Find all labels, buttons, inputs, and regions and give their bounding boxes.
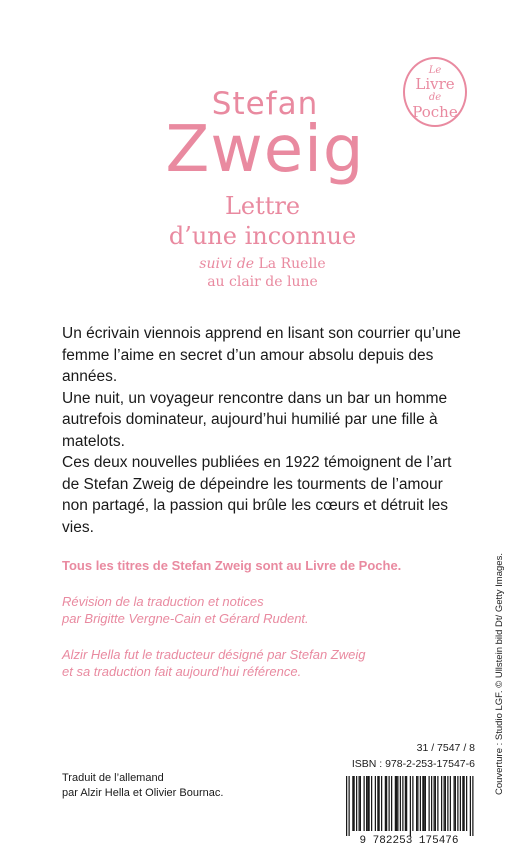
barcode-bar bbox=[400, 776, 401, 831]
barcode-bar bbox=[455, 776, 456, 831]
barcode-bar bbox=[395, 776, 396, 831]
book-subtitle bbox=[0, 256, 525, 272]
barcode-digits: 9 782253 175476 bbox=[359, 835, 459, 846]
barcode-bar bbox=[445, 776, 446, 831]
barcode-bar bbox=[410, 776, 411, 836]
series-note: Tous les titres de Stefan Zweig sont au Livre de Poche. bbox=[62, 558, 402, 573]
translation-credit-line: Traduit de l’allemand bbox=[62, 772, 164, 784]
barcode-bar bbox=[391, 776, 392, 831]
barcode-bar bbox=[425, 776, 426, 831]
author-last-name: Zweig bbox=[165, 113, 365, 187]
logo-line: Le bbox=[428, 65, 442, 76]
cover-credit: Couverture : Studio LGF. © Ullstein bild Dt/ Getty Images. bbox=[494, 553, 505, 795]
barcode-bar bbox=[396, 776, 397, 831]
revision-credit bbox=[62, 593, 482, 627]
barcode-bar bbox=[389, 776, 390, 831]
barcode-bar bbox=[359, 776, 360, 831]
barcode-bar bbox=[386, 776, 387, 831]
barcode-bar bbox=[466, 776, 467, 831]
barcode-bar bbox=[454, 776, 455, 831]
barcode-bar bbox=[379, 776, 380, 831]
logo-line: Poche bbox=[412, 103, 458, 121]
barcode-bar bbox=[460, 776, 461, 831]
barcode-bar bbox=[429, 776, 430, 831]
barcode-bar bbox=[434, 776, 435, 831]
barcode-bar bbox=[450, 776, 451, 831]
barcode-bar bbox=[416, 776, 417, 831]
author-first-name: Stefan bbox=[211, 86, 319, 122]
barcode-bar bbox=[464, 776, 465, 831]
barcode-bar bbox=[441, 776, 442, 831]
barcode-bar bbox=[385, 776, 386, 831]
back-cover-summary bbox=[62, 323, 472, 538]
summary-paragraph: Ces deux nouvelles publiées en 1922 témoignent de l’art de Stefan Zweig de dépeindre les tourments de l’amour non partagé, la passion qui brûle les cœurs et détruit les vies. bbox=[62, 454, 452, 536]
barcode-bar bbox=[457, 776, 458, 831]
summary-paragraph: Une nuit, un voyageur rencontre dans un bar un homme autrefois dominateur, aujourd’hui humilié par une fille à matelots. bbox=[62, 389, 448, 450]
livre-de-poche-logo bbox=[403, 57, 467, 127]
barcode-bar bbox=[437, 776, 438, 831]
barcode-bar bbox=[375, 776, 376, 831]
barcode-bar bbox=[371, 776, 372, 831]
barcode-bar bbox=[420, 776, 421, 831]
summary-paragraph: Un écrivain viennois apprend en lisant son courrier qu’une femme l’aime en secret d’un amour absolu depuis des années. bbox=[62, 325, 461, 385]
barcode-bar bbox=[366, 776, 367, 831]
barcode-bar bbox=[402, 776, 403, 831]
barcode-bar bbox=[447, 776, 448, 831]
translation-credit-line: par Alzir Hella et Olivier Bournac. bbox=[62, 787, 224, 799]
barcode-bar bbox=[417, 776, 418, 831]
barcode-bar bbox=[346, 776, 347, 836]
barcode-bar bbox=[431, 776, 432, 831]
translation-credit bbox=[62, 771, 302, 801]
revision-line: Révision de la traduction et notices bbox=[62, 594, 264, 609]
book-title-line: Lettre bbox=[224, 192, 301, 220]
barcode-bar bbox=[424, 776, 425, 831]
barcode-bars bbox=[346, 776, 474, 836]
barcode-bar bbox=[462, 776, 463, 831]
barcode-bar bbox=[369, 776, 370, 831]
barcode-bar bbox=[405, 776, 406, 831]
barcode-bar bbox=[406, 776, 407, 831]
barcode-bar bbox=[364, 776, 365, 831]
barcode-bar bbox=[354, 776, 355, 831]
subtitle-prefix: suivi de bbox=[199, 256, 255, 272]
barcode-bar bbox=[356, 776, 357, 831]
subtitle-title: La Ruelle bbox=[254, 256, 326, 272]
book-subtitle-line2: au clair de lune bbox=[207, 274, 318, 290]
translator-note-line: Alzir Hella fut le traducteur désigné par Stefan Zweig bbox=[62, 647, 366, 662]
barcode-bar bbox=[435, 776, 436, 831]
translator-note-line: et sa traduction fait aujourd’hui référence. bbox=[62, 664, 302, 679]
barcode-bar bbox=[349, 776, 350, 836]
book-title-line: d’une inconnue bbox=[168, 222, 357, 250]
barcode-bar bbox=[412, 776, 413, 831]
price-code: 31 / 7547 / 8 bbox=[416, 742, 475, 754]
barcode-bar bbox=[377, 776, 378, 831]
barcode-bar bbox=[367, 776, 368, 831]
revision-line: par Brigitte Vergne-Cain et Gérard Rudent. bbox=[62, 611, 309, 626]
barcode bbox=[340, 774, 478, 846]
barcode-bar bbox=[352, 776, 353, 831]
logo-line: de bbox=[428, 92, 442, 103]
translator-note bbox=[62, 646, 482, 680]
barcode-bar bbox=[470, 776, 471, 836]
logo-line: Livre bbox=[415, 75, 455, 93]
barcode-bar bbox=[444, 776, 445, 831]
barcode-bar bbox=[360, 776, 361, 831]
barcode-bar bbox=[422, 776, 423, 831]
barcode-bar bbox=[397, 776, 398, 831]
isbn: ISBN : 978-2-253-17547-6 bbox=[351, 758, 475, 770]
barcode-bar bbox=[472, 776, 473, 836]
barcode-bar bbox=[381, 776, 382, 831]
